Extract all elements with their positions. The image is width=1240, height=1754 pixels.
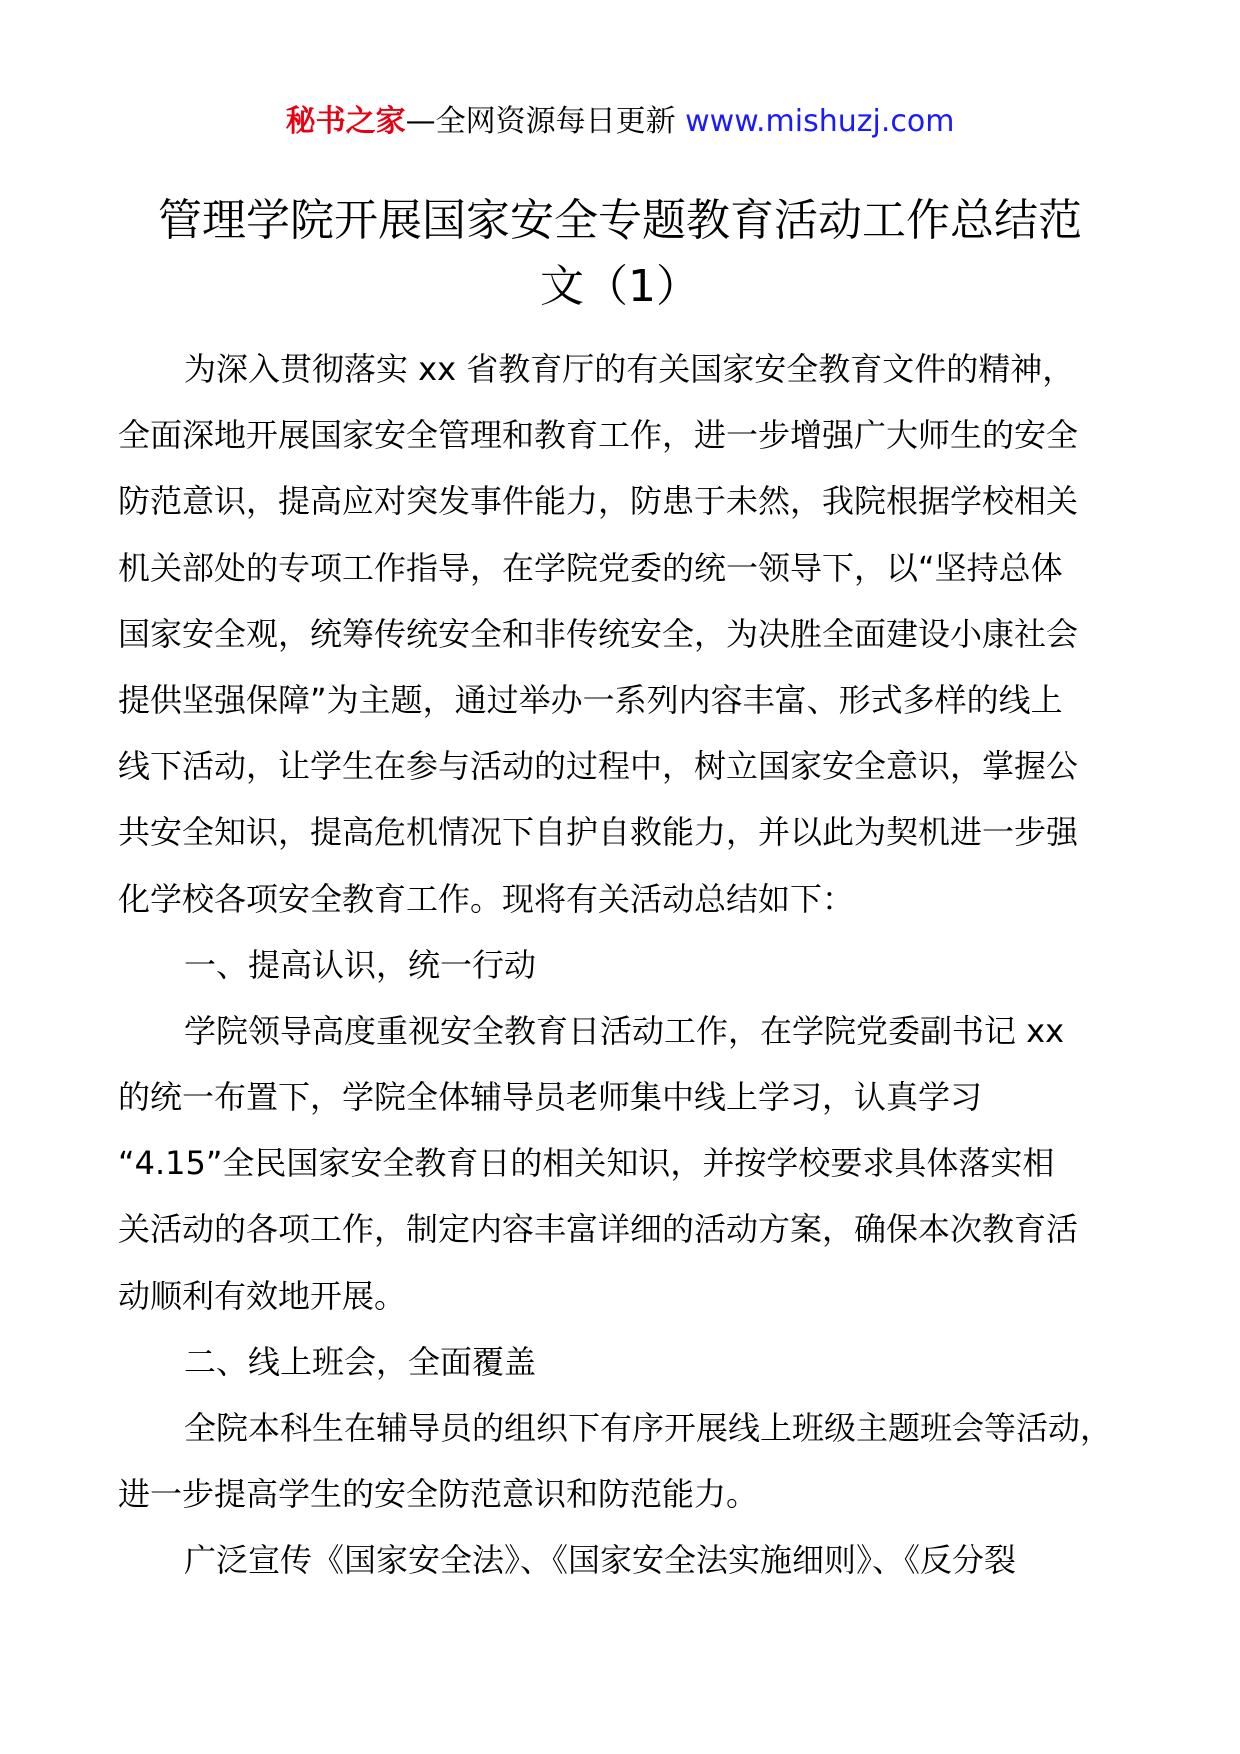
document-title [120,188,1120,320]
paragraph-line: 进一步提高学生的安全防范意识和防范能力。 [118,1475,759,1514]
paragraph-line: 全院本科生在辅导员的组织下有序开展线上班级主题班会等活动， [184,1409,1113,1447]
site-brand: 秘书之家 [285,104,406,139]
paragraph-line: 提供坚强保障”为主题，通过举办一系列内容丰富、形式多样的线上 [118,680,1063,719]
title-line: 管理学院开展国家安全专题教育活动工作总结范 [158,195,1082,246]
paragraph-line: 机关部处的专项工作指导，在学院党委的统一领导下，以“坚持总体 [118,548,1063,587]
paragraph-line: 共安全知识，提高危机情况下自护自救能力，并以此为契机进一步强 [118,813,1079,852]
section-heading: 一、提高认识，统一行动 [184,945,537,984]
paragraph-line: 关活动的各项工作，制定内容丰富详细的活动方案，确保本次教育活 [118,1210,1079,1249]
paragraph-line: 线下活动，让学生在参与活动的过程中，树立国家安全意识，掌握公 [118,747,1079,786]
paragraph-line: 的统一布置下，学院全体辅导员老师集中线上学习，认真学习 [118,1078,983,1117]
paragraph-line: 防范意识，提高应对突发事件能力，防患于未然，我院根据学校相关 [118,482,1079,521]
paragraph-line: “4.15”全民国家安全教育日的相关知识，并按学校要求具体落实相 [118,1144,1055,1183]
paragraph-line: 学院领导高度重视安全教育日活动工作，在学院党委副书记 xx [184,1011,1065,1050]
paragraph-line: 国家安全观，统筹传统安全和非传统安全，为决胜全面建设小康社会 [118,614,1079,653]
paragraph-line: 化学校各项安全教育工作。现将有关活动总结如下： [118,879,855,918]
paragraph-line: 广泛宣传《国家安全法》、《国家安全法实施细则》、《反分裂 [184,1541,1017,1580]
paragraph-line: 全面深地开展国家安全管理和教育工作，进一步增强广大师生的安全 [118,416,1079,455]
title-line: 文（1） [540,261,700,312]
section-heading: 二、线上班会，全面覆盖 [184,1342,537,1381]
site-header [0,100,1240,144]
site-tagline: —全网资源每日更新 [405,104,686,139]
paragraph-line: 动顺利有效地开展。 [118,1276,407,1315]
paragraph-line: 为深入贯彻落实 xx 省教育厅的有关国家安全教育文件的精神， [184,350,1075,388]
document-body [118,336,1128,1594]
site-url-link[interactable]: www.mishuzj.com [685,104,955,139]
